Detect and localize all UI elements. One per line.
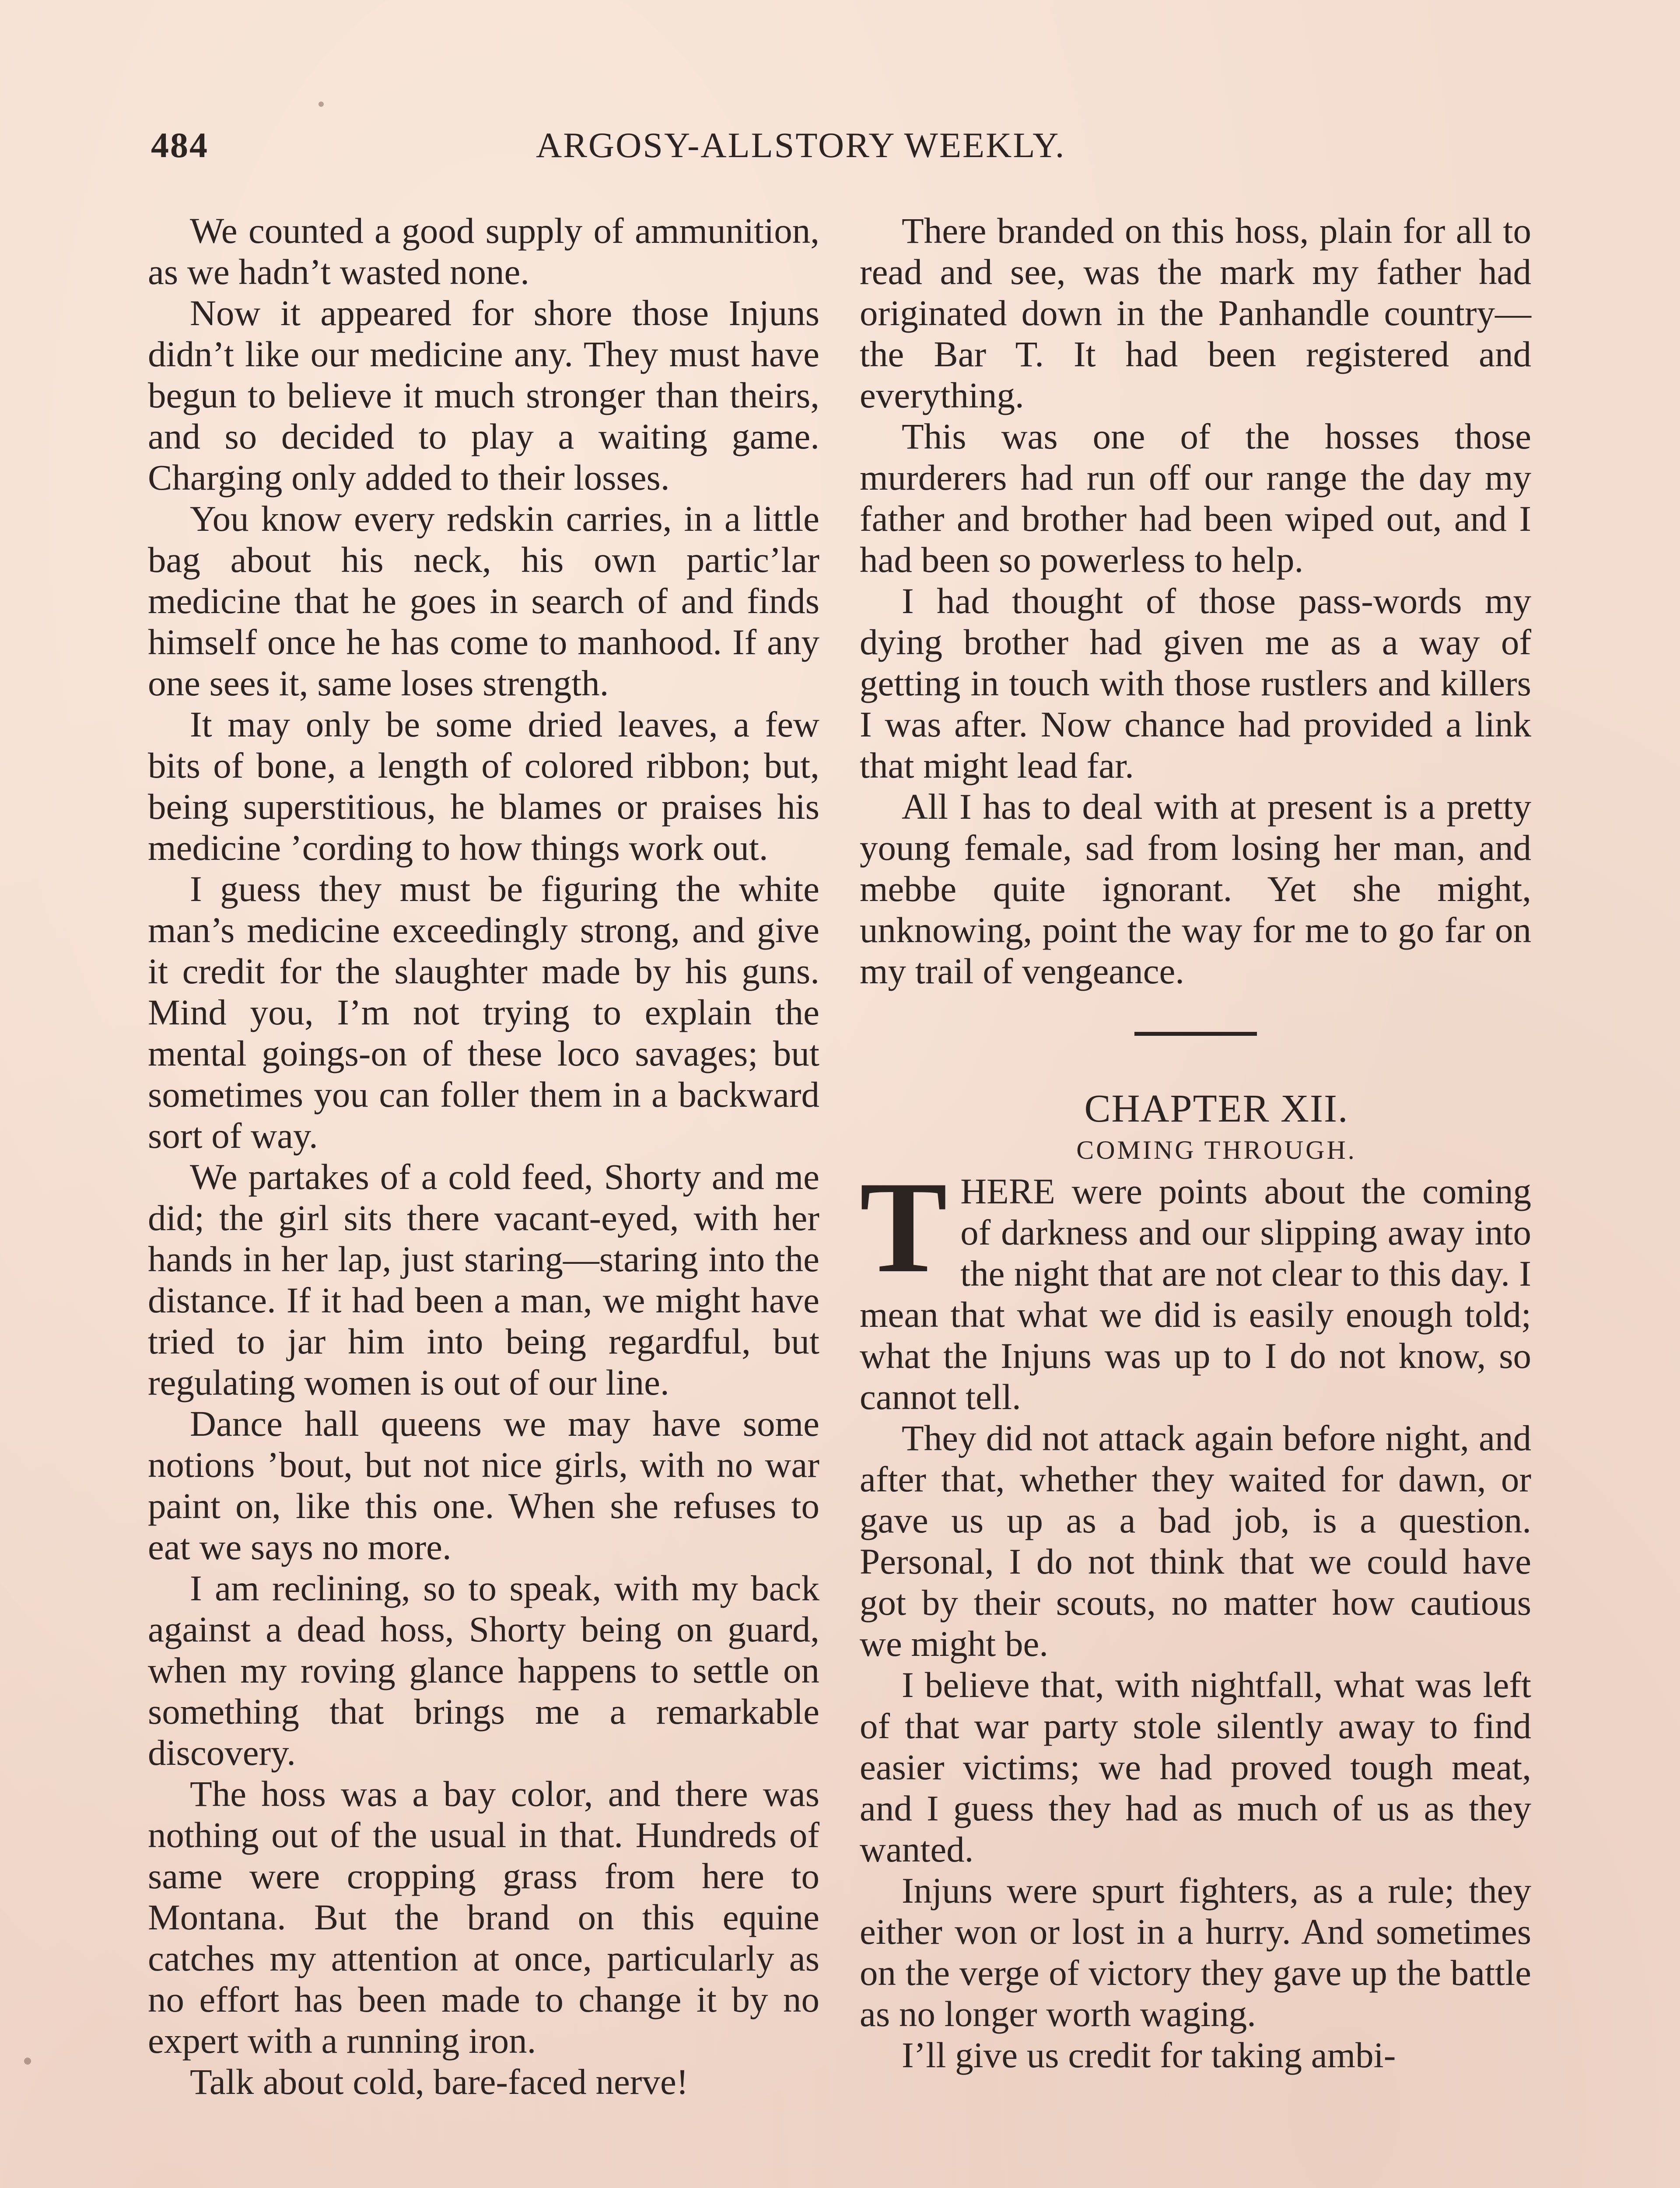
left-column <box>148 210 819 2102</box>
page-header <box>151 125 1157 177</box>
opening-text: HERE were points about the coming of darkness and our slipping away into the night that are not clear to this day. I mean that what we did is easily enough told; what the Injuns was up to I do not know, so cannot tell. <box>860 1171 1531 1417</box>
paragraph: Now it appeared for shore those Injuns didn’t like our medicine any. They must have begun to believe it much stronger than theirs, and so decided to play a waiting game. Charging only added to their losses. <box>148 293 819 498</box>
paragraph: You know every redskin carries, in a little bag about his neck, his own partic’lar medicine that he goes in search of and finds himself once he has come to manhood. If any one sees it, same loses strength. <box>148 498 819 703</box>
running-head: ARGOSY-ALLSTORY WEEKLY. <box>536 125 1066 165</box>
right-column <box>860 210 1531 2076</box>
paragraph: I’ll give us credit for taking ambi- <box>902 2035 1396 2075</box>
paper-speck <box>24 2058 31 2065</box>
paragraph: I had thought of those pass-words my dying brother had given me as a way of getting in touch with those rustlers and killers I was after. Now chance had provided a link that might lead far. <box>860 581 1531 785</box>
chapter-subtitle: COMING THROUGH. <box>1076 1136 1357 1164</box>
paragraph: The hoss was a bay color, and there was nothing out of the usual in that. Hundreds of same were cropping grass from here to Montana. But the brand on this equine catches my attention at once, particularly as no effort has been made to change it by no expert with a running iron. <box>148 1774 819 2061</box>
page-number: 484 <box>151 125 209 165</box>
chapter-opening-paragraph <box>860 1154 1531 1417</box>
paragraph: Injuns were spurt fighters, as a rule; they either won or lost in a hurry. And sometimes on the verge of victory they gave up the battle as no longer worth waging. <box>860 1870 1531 2034</box>
paragraph: It may only be some dried leaves, a few bits of bone, a length of colored ribbon; but, being superstitious, he blames or praises his medicine ’cording to how things work out. <box>148 704 819 868</box>
paragraph: Talk about cold, bare-faced nerve! <box>190 2062 689 2102</box>
paragraph: There branded on this hoss, plain for all to read and see, was the mark my father had originated down in the Panhandle country—the Bar T. It had been registered and everything. <box>860 210 1531 415</box>
paragraph: We partakes of a cold feed, Shorty and me did; the girl sits there vacant-eyed, with her hands in her lap, just staring—staring into the distance. If it had been a man, we might have tried to jar him into being regardful, but regulating women is out of our line. <box>148 1157 819 1403</box>
paragraph: I am reclining, so to speak, with my back against a dead hoss, Shorty being on guard, when my roving glance happens to settle on something that brings me a remarkable discovery. <box>148 1568 819 1773</box>
paper-speck <box>318 102 324 107</box>
chapter-title: CHAPTER XII. <box>1084 1087 1349 1130</box>
paragraph: This was one of the hosses those murderers had run off our range the day my father and brother had been wiped out, and I had been so powerless to help. <box>860 416 1531 580</box>
paragraph: I guess they must be figuring the white man’s medicine exceedingly strong, and give it credit for the slaughter made by his guns. Mind you, I’m not trying to explain the mental goings-on of these loco savages; but sometimes you can foller them in a backward sort of way. <box>148 869 819 1156</box>
paragraph: I believe that, with nightfall, what was left of that war party stole silently away to find easier victims; we had proved tough meat, and I guess they had as much of us as they wanted. <box>860 1665 1531 1869</box>
paragraph: They did not attack again before night, and after that, whether they waited for dawn, or gave us up as a bad job, is a question. Personal, I do not think that we could have got by their scouts, no matter how cautious we might be. <box>860 1418 1531 1664</box>
drop-cap: T <box>860 1154 948 1300</box>
paragraph: We counted a good supply of ammunition, as we hadn’t wasted none. <box>148 210 819 292</box>
paragraph: Dance hall queens we may have some notions ’bout, but not nice girls, with no war paint on, like this one. When she refuses to eat we says no more. <box>148 1403 819 1567</box>
paragraph: All I has to deal with at present is a pretty young female, sad from losing her man, and mebbe quite ignorant. Yet she might, unknowing, point the way for me to go far on my trail of vengeance. <box>860 786 1531 991</box>
section-divider <box>1134 1032 1257 1036</box>
